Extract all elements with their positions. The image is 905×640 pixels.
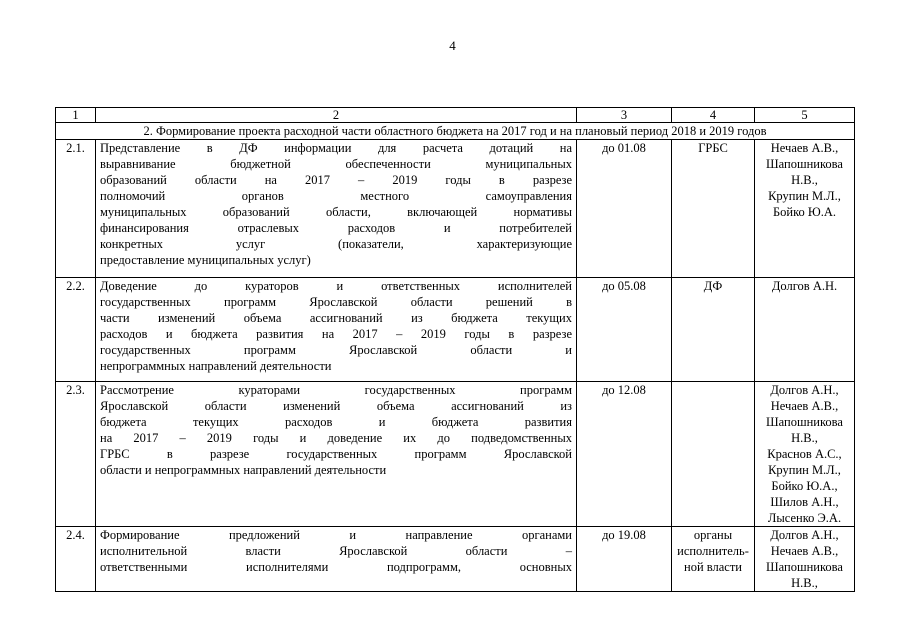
executor-line: ГРБС bbox=[698, 141, 728, 155]
description-line: Доведение до кураторов и ответственных исполнителей bbox=[100, 279, 572, 293]
description-line: конкретных услуг (показатели, характеризующие bbox=[100, 237, 572, 251]
row-deadline: до 12.08 bbox=[577, 382, 672, 527]
row-description bbox=[96, 382, 577, 527]
description-line: выравнивание бюджетной обеспеченности муниципальных bbox=[100, 157, 572, 171]
table-row bbox=[56, 382, 855, 527]
row-number: 2.4. bbox=[56, 527, 96, 592]
responsible-person: Крупин М.Л., bbox=[768, 463, 841, 477]
description-line: Рассмотрение кураторами государственных программ bbox=[100, 383, 572, 397]
row-responsible bbox=[755, 527, 855, 592]
row-executor bbox=[672, 527, 755, 592]
plan-table bbox=[55, 107, 855, 592]
section-row bbox=[56, 123, 855, 140]
executor-line: ДФ bbox=[703, 279, 723, 293]
table-row bbox=[56, 278, 855, 382]
responsible-person: Шапошникова Н.В., bbox=[766, 415, 843, 445]
row-number: 2.3. bbox=[56, 382, 96, 527]
description-line: области и непрограммных направлений деятельности bbox=[100, 463, 387, 477]
description-line: Представление в ДФ информации для расчета дотаций на bbox=[100, 141, 572, 155]
table-row bbox=[56, 140, 855, 278]
row-number: 2.1. bbox=[56, 140, 96, 278]
responsible-person: Шапошникова Н.В., bbox=[766, 157, 843, 187]
section-title: 2. Формирование проекта расходной части областного бюджета на 2017 год и на плановый период 2018 и 2019 годов bbox=[56, 123, 855, 140]
description-line: предоставление муниципальных услуг) bbox=[100, 253, 311, 267]
row-description bbox=[96, 527, 577, 592]
row-executor bbox=[672, 140, 755, 278]
executor-line: исполнитель- bbox=[677, 544, 749, 558]
row-deadline: до 19.08 bbox=[577, 527, 672, 592]
responsible-person: Шилов А.Н., bbox=[770, 495, 839, 509]
responsible-person: Долгов А.Н., bbox=[770, 383, 839, 397]
description-line: полномочий органов местного самоуправления bbox=[100, 189, 572, 203]
description-line: образований области на 2017 – 2019 годы в разрезе bbox=[100, 173, 572, 187]
row-responsible bbox=[755, 382, 855, 527]
row-responsible bbox=[755, 140, 855, 278]
responsible-person: Бойко Ю.А. bbox=[772, 205, 837, 219]
column-header: 5 bbox=[755, 108, 855, 123]
column-header: 1 bbox=[56, 108, 96, 123]
description-line: муниципальных образований области, включающей нормативы bbox=[100, 205, 572, 219]
responsible-person: Краснов А.С., bbox=[767, 447, 842, 461]
description-line: государственных программ Ярославской области и bbox=[100, 343, 572, 357]
executor-line: ной власти bbox=[684, 560, 742, 574]
responsible-person: Долгов А.Н. bbox=[771, 279, 838, 293]
row-deadline: до 05.08 bbox=[577, 278, 672, 382]
column-header: 3 bbox=[577, 108, 672, 123]
description-line: бюджета текущих расходов и бюджета развития bbox=[100, 415, 572, 429]
description-line: части изменений объема ассигнований из бюджета текущих bbox=[100, 311, 572, 325]
row-deadline: до 01.08 bbox=[577, 140, 672, 278]
responsible-person: Нечаев А.В., bbox=[770, 399, 839, 413]
description-line: расходов и бюджета развития на 2017 – 2019 годы в разрезе bbox=[100, 327, 572, 341]
executor-line: органы bbox=[693, 528, 733, 542]
responsible-person: Бойко Ю.А., bbox=[771, 479, 838, 493]
row-responsible bbox=[755, 278, 855, 382]
description-line: исполнительной власти Ярославской области – bbox=[100, 544, 572, 558]
row-description bbox=[96, 140, 577, 278]
description-line: непрограммных направлений деятельности bbox=[100, 359, 332, 373]
description-line: ответственными исполнителями подпрограмм, основных bbox=[100, 560, 572, 574]
row-executor bbox=[672, 278, 755, 382]
table-row bbox=[56, 527, 855, 592]
description-line: Формирование предложений и направление органами bbox=[100, 528, 572, 542]
description-line: государственных программ Ярославской области решений в bbox=[100, 295, 572, 309]
description-line: Ярославской области изменений объема ассигнований из bbox=[100, 399, 572, 413]
row-executor bbox=[672, 382, 755, 527]
description-line: финансирования отраслевых расходов и потребителей bbox=[100, 221, 572, 235]
responsible-person: Нечаев А.В., bbox=[770, 544, 839, 558]
header-row bbox=[56, 108, 855, 123]
description-line: ГРБС в разрезе государственных программ Ярославской bbox=[100, 447, 572, 461]
column-header: 2 bbox=[96, 108, 577, 123]
page-number: 4 bbox=[449, 38, 456, 53]
responsible-person: Крупин М.Л., bbox=[768, 189, 841, 203]
responsible-person: Нечаев А.В., bbox=[770, 141, 839, 155]
row-description bbox=[96, 278, 577, 382]
row-number: 2.2. bbox=[56, 278, 96, 382]
column-header: 4 bbox=[672, 108, 755, 123]
responsible-person: Шапошникова Н.В., bbox=[766, 560, 843, 590]
responsible-person: Долгов А.Н., bbox=[770, 528, 839, 542]
description-line: на 2017 – 2019 годы и доведение их до подведомственных bbox=[100, 431, 572, 445]
responsible-person: Лысенко Э.А. bbox=[767, 511, 842, 525]
